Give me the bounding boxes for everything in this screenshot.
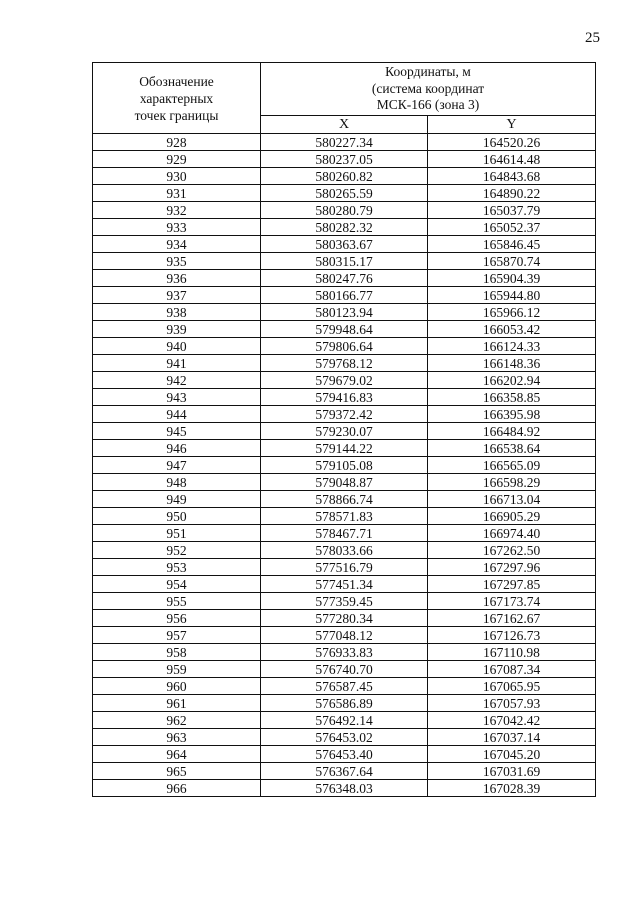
point-id-cell: 936 bbox=[93, 270, 261, 287]
y-coordinate-cell: 166598.29 bbox=[428, 474, 596, 491]
y-coordinate-cell: 167028.39 bbox=[428, 780, 596, 797]
x-coordinate-cell: 578866.74 bbox=[261, 491, 428, 508]
table-row bbox=[93, 491, 596, 508]
point-id-cell: 941 bbox=[93, 355, 261, 372]
x-coordinate-cell: 576933.83 bbox=[261, 644, 428, 661]
x-coordinate-cell: 580247.76 bbox=[261, 270, 428, 287]
table-row bbox=[93, 729, 596, 746]
y-coordinate-cell: 165052.37 bbox=[428, 219, 596, 236]
x-coordinate-cell: 576586.89 bbox=[261, 695, 428, 712]
x-coordinate-cell: 576740.70 bbox=[261, 661, 428, 678]
table-row bbox=[93, 287, 596, 304]
x-coordinate-cell: 577516.79 bbox=[261, 559, 428, 576]
table-row bbox=[93, 355, 596, 372]
x-coordinate-cell: 576492.14 bbox=[261, 712, 428, 729]
point-id-cell: 933 bbox=[93, 219, 261, 236]
table-row bbox=[93, 627, 596, 644]
table-row bbox=[93, 525, 596, 542]
x-coordinate-cell: 580123.94 bbox=[261, 304, 428, 321]
point-id-cell: 966 bbox=[93, 780, 261, 797]
y-coordinate-cell: 167262.50 bbox=[428, 542, 596, 559]
point-id-cell: 965 bbox=[93, 763, 261, 780]
coordinates-header: Координаты, м (система координат МСК-166 (зона 3) bbox=[261, 63, 596, 116]
point-id-cell: 934 bbox=[93, 236, 261, 253]
y-coordinate-cell: 166974.40 bbox=[428, 525, 596, 542]
point-id-cell: 961 bbox=[93, 695, 261, 712]
coordinates-table bbox=[92, 62, 596, 797]
point-id-cell: 952 bbox=[93, 542, 261, 559]
y-coordinate-cell: 166538.64 bbox=[428, 440, 596, 457]
x-coordinate-cell: 580166.77 bbox=[261, 287, 428, 304]
x-coordinate-cell: 579416.83 bbox=[261, 389, 428, 406]
table-row bbox=[93, 304, 596, 321]
point-id-cell: 940 bbox=[93, 338, 261, 355]
y-coordinate-cell: 167045.20 bbox=[428, 746, 596, 763]
table-header bbox=[93, 63, 596, 134]
y-coordinate-cell: 167126.73 bbox=[428, 627, 596, 644]
point-id-cell: 950 bbox=[93, 508, 261, 525]
y-coordinate-cell: 167057.93 bbox=[428, 695, 596, 712]
y-coordinate-cell: 166202.94 bbox=[428, 372, 596, 389]
y-coordinate-cell: 166395.98 bbox=[428, 406, 596, 423]
point-id-cell: 938 bbox=[93, 304, 261, 321]
point-designation-header: Обозначение характерных точек границы bbox=[93, 63, 261, 134]
x-coordinate-cell: 577280.34 bbox=[261, 610, 428, 627]
table-row bbox=[93, 321, 596, 338]
y-coordinate-cell: 167065.95 bbox=[428, 678, 596, 695]
x-coordinate-cell: 577048.12 bbox=[261, 627, 428, 644]
point-id-cell: 928 bbox=[93, 134, 261, 151]
x-coordinate-cell: 576587.45 bbox=[261, 678, 428, 695]
x-coordinate-cell: 580280.79 bbox=[261, 202, 428, 219]
y-coordinate-cell: 165944.80 bbox=[428, 287, 596, 304]
x-coordinate-cell: 577359.45 bbox=[261, 593, 428, 610]
point-id-cell: 957 bbox=[93, 627, 261, 644]
x-coordinate-cell: 579105.08 bbox=[261, 457, 428, 474]
table-row bbox=[93, 219, 596, 236]
point-id-cell: 958 bbox=[93, 644, 261, 661]
y-coordinate-cell: 167297.85 bbox=[428, 576, 596, 593]
point-id-cell: 954 bbox=[93, 576, 261, 593]
y-coordinate-cell: 166713.04 bbox=[428, 491, 596, 508]
table-row bbox=[93, 338, 596, 355]
table-row bbox=[93, 661, 596, 678]
point-id-cell: 947 bbox=[93, 457, 261, 474]
y-coordinate-cell: 164890.22 bbox=[428, 185, 596, 202]
x-coordinate-cell: 579372.42 bbox=[261, 406, 428, 423]
x-coordinate-cell: 578467.71 bbox=[261, 525, 428, 542]
table-row bbox=[93, 610, 596, 627]
x-coordinate-cell: 579144.22 bbox=[261, 440, 428, 457]
table-row bbox=[93, 644, 596, 661]
table-row bbox=[93, 202, 596, 219]
x-coordinate-cell: 577451.34 bbox=[261, 576, 428, 593]
y-coordinate-cell: 167162.67 bbox=[428, 610, 596, 627]
table-row bbox=[93, 763, 596, 780]
x-coordinate-cell: 580265.59 bbox=[261, 185, 428, 202]
y-header: Y bbox=[428, 116, 596, 134]
y-coordinate-cell: 165846.45 bbox=[428, 236, 596, 253]
table-row bbox=[93, 134, 596, 151]
point-id-cell: 953 bbox=[93, 559, 261, 576]
x-coordinate-cell: 578033.66 bbox=[261, 542, 428, 559]
table-row bbox=[93, 389, 596, 406]
x-coordinate-cell: 579230.07 bbox=[261, 423, 428, 440]
table-row bbox=[93, 151, 596, 168]
point-id-cell: 949 bbox=[93, 491, 261, 508]
point-id-cell: 939 bbox=[93, 321, 261, 338]
table-row bbox=[93, 270, 596, 287]
y-coordinate-cell: 167037.14 bbox=[428, 729, 596, 746]
table-row bbox=[93, 440, 596, 457]
point-id-cell: 944 bbox=[93, 406, 261, 423]
y-coordinate-cell: 167031.69 bbox=[428, 763, 596, 780]
x-coordinate-cell: 580260.82 bbox=[261, 168, 428, 185]
point-id-cell: 960 bbox=[93, 678, 261, 695]
table-row bbox=[93, 559, 596, 576]
table-row bbox=[93, 576, 596, 593]
y-coordinate-cell: 164520.26 bbox=[428, 134, 596, 151]
y-coordinate-cell: 165966.12 bbox=[428, 304, 596, 321]
point-id-cell: 932 bbox=[93, 202, 261, 219]
table-row bbox=[93, 406, 596, 423]
y-coordinate-cell: 167173.74 bbox=[428, 593, 596, 610]
table-row bbox=[93, 508, 596, 525]
y-coordinate-cell: 167042.42 bbox=[428, 712, 596, 729]
y-coordinate-cell: 166124.33 bbox=[428, 338, 596, 355]
table-row bbox=[93, 780, 596, 797]
x-coordinate-cell: 579806.64 bbox=[261, 338, 428, 355]
point-id-cell: 964 bbox=[93, 746, 261, 763]
point-id-cell: 955 bbox=[93, 593, 261, 610]
y-coordinate-cell: 165870.74 bbox=[428, 253, 596, 270]
x-coordinate-cell: 580363.67 bbox=[261, 236, 428, 253]
x-coordinate-cell: 576453.40 bbox=[261, 746, 428, 763]
y-coordinate-cell: 167110.98 bbox=[428, 644, 596, 661]
y-coordinate-cell: 165037.79 bbox=[428, 202, 596, 219]
x-coordinate-cell: 580237.05 bbox=[261, 151, 428, 168]
x-coordinate-cell: 580227.34 bbox=[261, 134, 428, 151]
point-id-cell: 951 bbox=[93, 525, 261, 542]
point-id-cell: 942 bbox=[93, 372, 261, 389]
y-coordinate-cell: 164843.68 bbox=[428, 168, 596, 185]
point-id-cell: 930 bbox=[93, 168, 261, 185]
table-row bbox=[93, 253, 596, 270]
x-coordinate-cell: 576453.02 bbox=[261, 729, 428, 746]
point-id-cell: 943 bbox=[93, 389, 261, 406]
point-id-cell: 929 bbox=[93, 151, 261, 168]
y-coordinate-cell: 166053.42 bbox=[428, 321, 596, 338]
table-row bbox=[93, 542, 596, 559]
table-row bbox=[93, 185, 596, 202]
table-row bbox=[93, 168, 596, 185]
y-coordinate-cell: 166148.36 bbox=[428, 355, 596, 372]
table-row bbox=[93, 423, 596, 440]
x-coordinate-cell: 576367.64 bbox=[261, 763, 428, 780]
y-coordinate-cell: 166484.92 bbox=[428, 423, 596, 440]
point-id-cell: 962 bbox=[93, 712, 261, 729]
point-id-cell: 946 bbox=[93, 440, 261, 457]
table-row bbox=[93, 236, 596, 253]
x-coordinate-cell: 579679.02 bbox=[261, 372, 428, 389]
x-coordinate-cell: 578571.83 bbox=[261, 508, 428, 525]
point-id-cell: 945 bbox=[93, 423, 261, 440]
y-coordinate-cell: 164614.48 bbox=[428, 151, 596, 168]
table-body bbox=[93, 134, 596, 797]
point-id-cell: 931 bbox=[93, 185, 261, 202]
x-coordinate-cell: 579768.12 bbox=[261, 355, 428, 372]
y-coordinate-cell: 165904.39 bbox=[428, 270, 596, 287]
y-coordinate-cell: 166358.85 bbox=[428, 389, 596, 406]
page-number: 25 bbox=[585, 30, 600, 46]
table-row bbox=[93, 712, 596, 729]
table-row bbox=[93, 746, 596, 763]
x-coordinate-cell: 579948.64 bbox=[261, 321, 428, 338]
point-id-cell: 956 bbox=[93, 610, 261, 627]
y-coordinate-cell: 166565.09 bbox=[428, 457, 596, 474]
x-coordinate-cell: 576348.03 bbox=[261, 780, 428, 797]
table-row bbox=[93, 372, 596, 389]
y-coordinate-cell: 167297.96 bbox=[428, 559, 596, 576]
table-row bbox=[93, 474, 596, 491]
table-row bbox=[93, 678, 596, 695]
point-id-cell: 948 bbox=[93, 474, 261, 491]
x-coordinate-cell: 580282.32 bbox=[261, 219, 428, 236]
y-coordinate-cell: 166905.29 bbox=[428, 508, 596, 525]
x-coordinate-cell: 579048.87 bbox=[261, 474, 428, 491]
point-id-cell: 959 bbox=[93, 661, 261, 678]
x-header: X bbox=[261, 116, 428, 134]
point-id-cell: 935 bbox=[93, 253, 261, 270]
y-coordinate-cell: 167087.34 bbox=[428, 661, 596, 678]
point-id-cell: 963 bbox=[93, 729, 261, 746]
table-row bbox=[93, 695, 596, 712]
point-id-cell: 937 bbox=[93, 287, 261, 304]
x-coordinate-cell: 580315.17 bbox=[261, 253, 428, 270]
table-row bbox=[93, 593, 596, 610]
table-row bbox=[93, 457, 596, 474]
